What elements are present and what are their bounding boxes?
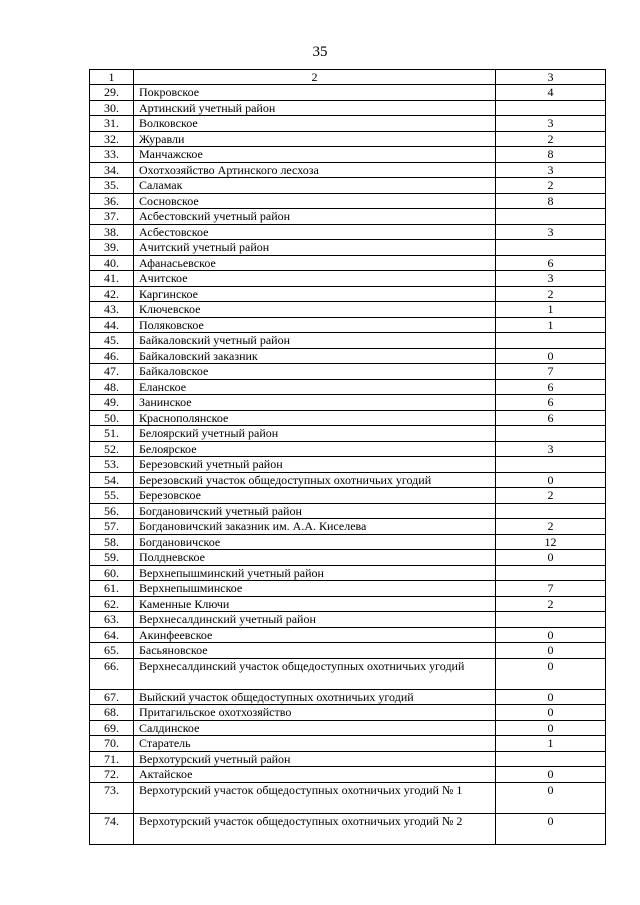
row-name: Березовский учетный район [134,457,496,473]
table-row [90,488,606,504]
table-row [90,457,606,473]
table-row [90,550,606,566]
row-value: 0 [496,643,606,659]
row-number: 66. [90,658,134,689]
row-value: 0 [496,348,606,364]
row-number: 56. [90,503,134,519]
row-name: Белоярское [134,441,496,457]
row-name: Акинфеевское [134,627,496,643]
row-value: 2 [496,488,606,504]
row-number: 47. [90,364,134,380]
table-row [90,519,606,535]
table-row [90,193,606,209]
table-row [90,720,606,736]
row-name: Богдановичский заказник им. А.А. Киселева [134,519,496,535]
table-row [90,534,606,550]
row-number: 72. [90,767,134,783]
row-value: 7 [496,364,606,380]
row-value: 1 [496,302,606,318]
row-value: 6 [496,395,606,411]
row-name: Выйский участок общедоступных охотничьих угодий [134,689,496,705]
row-number: 51. [90,426,134,442]
row-number: 41. [90,271,134,287]
row-value: 12 [496,534,606,550]
table-row [90,426,606,442]
row-number: 61. [90,581,134,597]
row-number: 44. [90,317,134,333]
table-row [90,85,606,101]
table-row [90,813,606,844]
row-name: Актайское [134,767,496,783]
row-number: 63. [90,612,134,628]
row-number: 67. [90,689,134,705]
row-name: Богдановичский учетный район [134,503,496,519]
row-value [496,503,606,519]
row-value: 2 [496,286,606,302]
row-value: 0 [496,720,606,736]
row-value: 2 [496,596,606,612]
row-name: Байкаловский учетный район [134,333,496,349]
row-value: 0 [496,813,606,844]
table-row [90,782,606,813]
table-row [90,612,606,628]
row-value [496,751,606,767]
table-row [90,767,606,783]
row-number: 32. [90,131,134,147]
row-number: 62. [90,596,134,612]
row-number: 45. [90,333,134,349]
row-value: 6 [496,410,606,426]
row-value: 0 [496,782,606,813]
table-row [90,503,606,519]
row-value: 0 [496,550,606,566]
row-name: Верхотурский учетный район [134,751,496,767]
row-value: 3 [496,224,606,240]
row-value [496,240,606,256]
table-row [90,131,606,147]
row-name: Верхотурский участок общедоступных охотничьих угодий № 1 [134,782,496,813]
row-value: 0 [496,689,606,705]
row-value: 0 [496,705,606,721]
row-value: 4 [496,85,606,101]
row-number: 49. [90,395,134,411]
row-name: Верхнепышминский учетный район [134,565,496,581]
row-value [496,565,606,581]
row-name: Ачитский учетный район [134,240,496,256]
row-name: Притагильское охотхозяйство [134,705,496,721]
row-number: 71. [90,751,134,767]
table-row [90,348,606,364]
table-row [90,581,606,597]
row-number: 64. [90,627,134,643]
table-row [90,364,606,380]
row-number: 59. [90,550,134,566]
table-row [90,643,606,659]
row-number: 60. [90,565,134,581]
row-name: Байкаловский заказник [134,348,496,364]
row-name: Богдановичское [134,534,496,550]
row-name: Березовское [134,488,496,504]
row-value: 8 [496,193,606,209]
row-value: 2 [496,519,606,535]
row-value [496,100,606,116]
table-row [90,271,606,287]
row-name: Полдневское [134,550,496,566]
row-name: Манчажское [134,147,496,163]
table-row [90,658,606,689]
row-name: Березовский участок общедоступных охотничьих угодий [134,472,496,488]
row-number: 43. [90,302,134,318]
row-name: Белоярский учетный район [134,426,496,442]
table-row [90,705,606,721]
row-name: Артинский учетный район [134,100,496,116]
table-row [90,302,606,318]
table-row [90,178,606,194]
table-row [90,333,606,349]
row-number: 58. [90,534,134,550]
table-row [90,379,606,395]
row-name: Басьяновское [134,643,496,659]
row-value: 1 [496,317,606,333]
row-name: Волковское [134,116,496,132]
row-name: Поляковское [134,317,496,333]
row-value [496,209,606,225]
row-value: 0 [496,472,606,488]
row-name: Ачитское [134,271,496,287]
row-number: 74. [90,813,134,844]
row-name: Покровское [134,85,496,101]
row-name: Каменные Ключи [134,596,496,612]
row-name: Верхнепышминское [134,581,496,597]
row-number: 40. [90,255,134,271]
table-row [90,317,606,333]
row-number: 69. [90,720,134,736]
row-number: 42. [90,286,134,302]
row-name: Сосновское [134,193,496,209]
table-row [90,147,606,163]
row-number: 30. [90,100,134,116]
table-row [90,162,606,178]
row-number: 55. [90,488,134,504]
row-value: 0 [496,658,606,689]
header-col-2: 2 [134,70,496,85]
table-row [90,472,606,488]
row-number: 34. [90,162,134,178]
row-name: Каргинское [134,286,496,302]
row-value: 3 [496,162,606,178]
row-value: 3 [496,116,606,132]
row-name: Ключевское [134,302,496,318]
row-number: 48. [90,379,134,395]
table-row [90,441,606,457]
row-number: 37. [90,209,134,225]
header-col-3: 3 [496,70,606,85]
row-name: Охотхозяйство Артинского лесхоза [134,162,496,178]
row-number: 70. [90,736,134,752]
table-row [90,751,606,767]
row-value: 6 [496,255,606,271]
row-value: 3 [496,271,606,287]
table-row [90,224,606,240]
row-value: 0 [496,627,606,643]
row-number: 29. [90,85,134,101]
row-value [496,457,606,473]
page-number: 35 [312,44,328,60]
row-number: 57. [90,519,134,535]
row-value [496,333,606,349]
row-number: 36. [90,193,134,209]
table-row [90,395,606,411]
row-number: 33. [90,147,134,163]
table-body [90,70,606,845]
row-name: Журавли [134,131,496,147]
table-row [90,240,606,256]
row-number: 54. [90,472,134,488]
table-row [90,689,606,705]
table-row [90,565,606,581]
row-value [496,426,606,442]
table-row [90,255,606,271]
row-value: 3 [496,441,606,457]
row-name: Верхотурский участок общедоступных охотничьих угодий № 2 [134,813,496,844]
row-name: Верхнесалдинский участок общедоступных охотничьих угодий [134,658,496,689]
row-number: 46. [90,348,134,364]
table-row [90,736,606,752]
row-name: Старатель [134,736,496,752]
row-name: Краснополянское [134,410,496,426]
row-name: Асбестовское [134,224,496,240]
row-value: 2 [496,178,606,194]
row-name: Еланское [134,379,496,395]
row-number: 50. [90,410,134,426]
row-number: 73. [90,782,134,813]
row-value [496,612,606,628]
row-value: 2 [496,131,606,147]
table-row [90,100,606,116]
row-value: 7 [496,581,606,597]
row-value: 8 [496,147,606,163]
table-row [90,209,606,225]
table-row [90,596,606,612]
row-value: 1 [496,736,606,752]
table-row [90,627,606,643]
row-value: 0 [496,767,606,783]
row-number: 65. [90,643,134,659]
table-row [90,286,606,302]
row-number: 68. [90,705,134,721]
row-name: Верхнесалдинский учетный район [134,612,496,628]
row-value: 6 [496,379,606,395]
row-number: 39. [90,240,134,256]
data-table [89,69,606,845]
row-number: 52. [90,441,134,457]
row-number: 53. [90,457,134,473]
row-name: Афанасьевское [134,255,496,271]
row-name: Байкаловское [134,364,496,380]
table-header-row [90,70,606,85]
row-name: Занинское [134,395,496,411]
row-name: Салдинское [134,720,496,736]
row-number: 35. [90,178,134,194]
row-name: Асбестовский учетный район [134,209,496,225]
table-row [90,410,606,426]
table-row [90,116,606,132]
row-number: 31. [90,116,134,132]
header-col-1: 1 [90,70,134,85]
row-number: 38. [90,224,134,240]
row-name: Саламак [134,178,496,194]
